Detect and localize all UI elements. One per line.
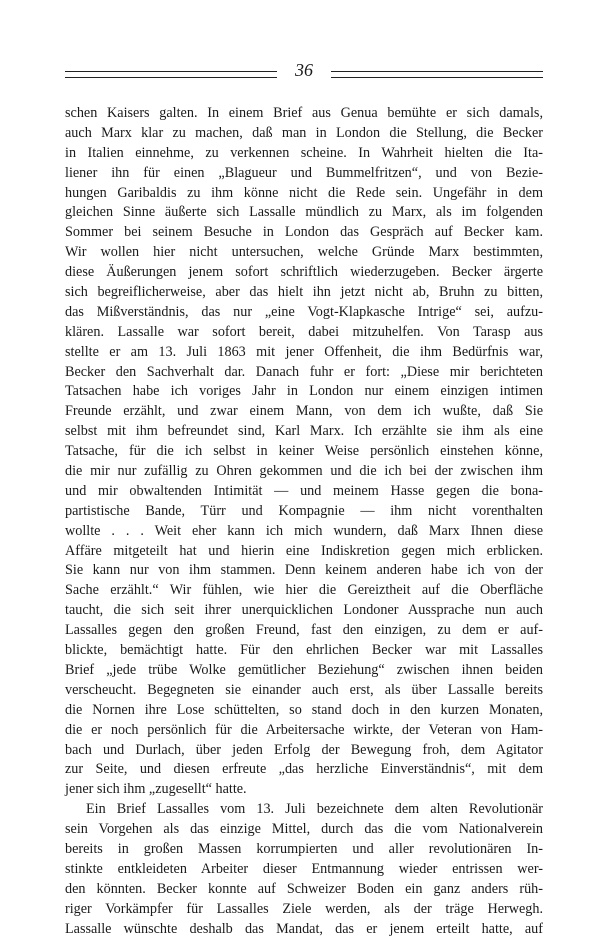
text-line: stellte er am 13. Juli 1863 mit jener Offenheit, die ihm Bedürfnis war, <box>65 343 543 360</box>
text-line: liener ihn für einen „Blagueur und Bummelfritzen“, und von Bezie- <box>65 164 543 181</box>
text-line: die Nornen ihre Lose schüttelten, so stand doch in den kurzen Monaten, <box>65 701 543 718</box>
text-line: taucht, die sich seit ihrer unerquicklichen Londoner Aussprache nun auch <box>65 602 543 619</box>
page-number: 36 <box>295 60 313 80</box>
page-header <box>65 60 543 86</box>
text-line: partistische Bande, Türr und Kompagnie — ihm nicht vorenthalten <box>65 502 543 519</box>
text-line: Tatsache, für die ich selbst in keiner Weise persönlich einstehen könne, <box>65 443 543 460</box>
text-line: Lassalles gegen den großen Freund, fast den einzigen, zu dem er auf- <box>65 622 543 639</box>
text-line: Lassalle wünschte deshalb das Mandat, das er jenem erteilt hatte, auf <box>65 920 543 937</box>
text-line: Wir wollen hier nicht untersuchen, welche Gründe Marx bestimmten, <box>65 244 543 261</box>
text-line: stinkte entkleideten Arbeiter dieser Entmannung wieder entrissen wer- <box>65 860 543 877</box>
text-line: die er noch persönlich für die Arbeitersache wirkte, der Veteran von Ham- <box>65 721 543 738</box>
text-line: Becker den Sachverhalt dar. Danach fuhr er fort: „Diese mir berichteten <box>65 363 543 380</box>
text-line: das Mißverständnis, das nur „eine Vogt-Klapkasche Intrige“ sei, aufzu- <box>65 303 543 320</box>
text-line: selbst mit ihm befreundet sind, Karl Marx. Ich erzählte sie ihm als eine <box>65 423 543 440</box>
text-line: jener sich ihm „zugesellt“ hatte. <box>65 781 247 798</box>
text-line: den könnten. Becker konnte auf Schweizer Boden ein ganz anders rüh- <box>65 880 543 897</box>
text-line: Sommer bei seinem Besuche in London das Gespräch auf Becker kam. <box>65 224 543 241</box>
text-line: sich begreiflicherweise, aber das hielt ihn jetzt nicht ab, Bruhn zu bitten, <box>65 284 543 301</box>
text-line: sein Vorgehen als das einzige Mittel, durch das die vom Nationalverein <box>65 821 543 838</box>
header-rule-right <box>331 71 543 78</box>
text-line: Brief „jede trübe Wolke gemütlicher Beziehung“ zwischen ihnen beiden <box>65 661 543 678</box>
text-line: Ein Brief Lassalles vom 13. Juli bezeichnete dem alten Revolutionär <box>86 801 543 818</box>
text-line: Sie kann nur von ihm stammen. Denn keinem anderen habe ich von der <box>65 562 543 579</box>
text-line: riger Vorkämpfer für Lassalles Ziele werden, als der träge Herwegh. <box>65 900 543 917</box>
text-line: Affäre mitgeteilt hat und hierin eine Indiskretion gegen mich erblicken. <box>65 542 543 559</box>
text-line: Sache erzählt.“ Wir fühlen, wie hier die Gereiztheit auf die Oberfläche <box>65 582 543 599</box>
text-line: bach und Durlach, über jeden Erfolg der Bewegung froh, dem Agitator <box>65 741 543 758</box>
text-line: zur Seite, und diesen erfreute „das herzliche Einverständnis“, mit dem <box>65 761 543 778</box>
text-line: diese Äußerungen jenem sofort schriftlich wiederzugeben. Becker ärgerte <box>65 264 543 281</box>
body-text <box>65 104 543 939</box>
text-line: und mir obwaltenden Intimität — und meinem Hasse gegen die bona- <box>65 482 543 499</box>
text-line: hungen Garibaldis zu ihm könne nicht die Rede sein. Ungefähr in dem <box>65 184 543 201</box>
text-line: die mir nur zufällig zu Ohren gekommen und die ich bei der zwischen ihm <box>65 463 543 480</box>
text-line: Tatsachen habe ich voriges Jahr in London nur einem einzigen intimen <box>65 383 543 400</box>
text-line: bereits in großen Massen korrumpierten und aller revolutionären In- <box>65 840 543 857</box>
text-line: gleichen Sinne äußerte sich Lassalle mündlich zu Marx, als im folgenden <box>65 204 543 221</box>
text-line: in Italien einnehme, zu verkennen scheine. In Wahrheit hielten die Ita- <box>65 144 543 161</box>
text-line: klären. Lassalle war sofort bereit, dabei mitzuhelfen. Von Tarasp aus <box>65 323 543 340</box>
text-line: Freunde erzählt, und zwar einem Mann, von dem ich wußte, daß Sie <box>65 403 543 420</box>
text-line: verscheucht. Begegneten sie einander auch erst, als über Lassalle bereits <box>65 681 543 698</box>
text-line: auch Marx klar zu machen, daß man in London die Stellung, die Becker <box>65 124 543 141</box>
text-line: wollte . . . Weit eher kann ich mich wundern, daß Marx Ihnen diese <box>65 522 543 539</box>
text-line: schen Kaisers galten. In einem Brief aus Genua bemühte er sich damals, <box>65 105 543 121</box>
text-line: blickte, bemächtigt hatte. Für den ehrlichen Becker war mit Lassalles <box>65 642 543 659</box>
